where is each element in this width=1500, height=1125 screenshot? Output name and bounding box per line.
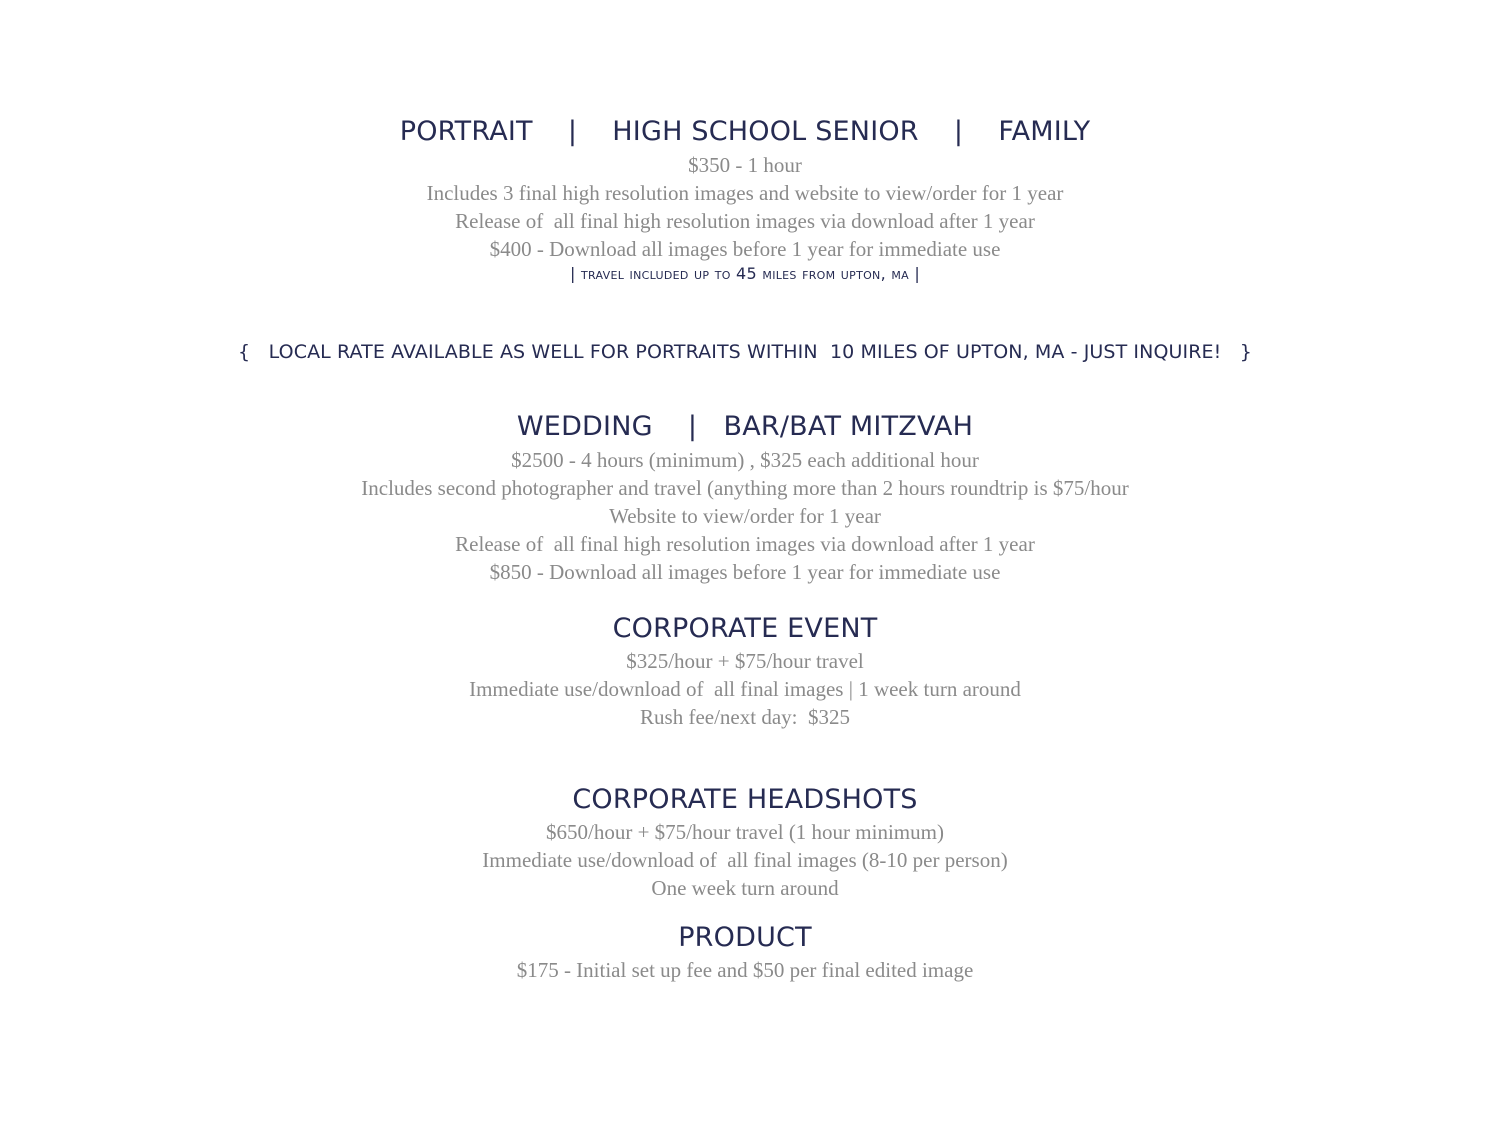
portrait-travel-note: | travel included up to 45 miles from upton, ma | xyxy=(569,264,921,283)
corporate-event-rush-line: Rush fee/next day: $325 xyxy=(640,705,850,729)
corporate-headshots-use-line: Immediate use/download of all final images (8-10 per person) xyxy=(482,848,1008,872)
corporate-event-heading: CORPORATE EVENT xyxy=(612,613,878,644)
corporate-headshots-price-line: $650/hour + $75/hour travel (1 hour minimum) xyxy=(546,820,944,844)
portrait-price-line: $350 - 1 hour xyxy=(688,153,802,177)
wedding-download-line: $850 - Download all images before 1 year for immediate use xyxy=(489,560,1001,584)
local-rate-note: { LOCAL RATE AVAILABLE AS WELL FOR PORTRAITS WITHIN 10 MILES OF UPTON, MA - JUST INQUIRE! } xyxy=(238,341,1252,363)
product-heading: PRODUCT xyxy=(678,922,812,953)
wedding-includes-line: Includes second photographer and travel (anything more than 2 hours roundtrip is $75/hour xyxy=(361,476,1129,500)
wedding-release-line: Release of all final high resolution images via download after 1 year xyxy=(455,532,1035,556)
wedding-price-line: $2500 - 4 hours (minimum) , $325 each additional hour xyxy=(511,448,979,472)
portrait-heading: PORTRAIT | HIGH SCHOOL SENIOR | FAMILY xyxy=(399,116,1091,147)
wedding-heading: WEDDING | BAR/BAT MITZVAH xyxy=(516,411,974,442)
corporate-event-use-line: Immediate use/download of all final images | 1 week turn around xyxy=(469,677,1021,701)
corporate-headshots-heading: CORPORATE HEADSHOTS xyxy=(572,784,918,815)
portrait-download-line: $400 - Download all images before 1 year for immediate use xyxy=(489,237,1001,261)
portrait-release-line: Release of all final high resolution images via download after 1 year xyxy=(455,209,1035,233)
corporate-event-price-line: $325/hour + $75/hour travel xyxy=(626,649,864,673)
corporate-headshots-turnaround-line: One week turn around xyxy=(651,876,839,900)
product-price-line: $175 - Initial set up fee and $50 per final edited image xyxy=(516,958,974,982)
wedding-website-line: Website to view/order for 1 year xyxy=(609,504,881,528)
portrait-includes-line: Includes 3 final high resolution images and website to view/order for 1 year xyxy=(426,181,1064,205)
